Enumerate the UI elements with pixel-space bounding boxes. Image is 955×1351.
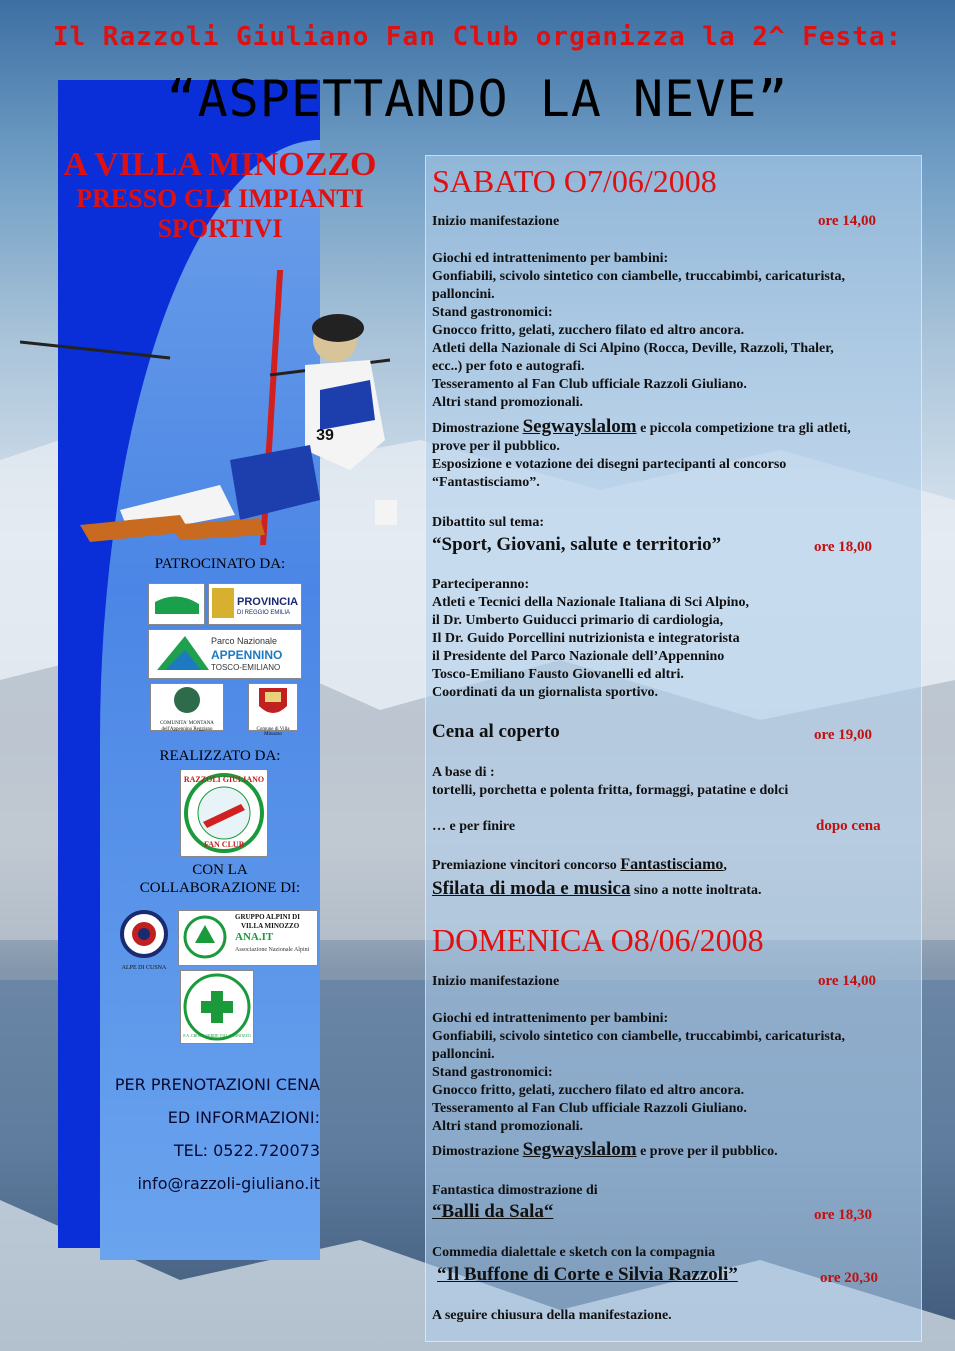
sunday-activities bbox=[432, 1010, 922, 1136]
parco-name: APPENNINO bbox=[211, 648, 283, 662]
event-title: “ASPETTANDO LA NEVE” bbox=[166, 70, 789, 128]
collab-label-2: COLLABORAZIONE DI: bbox=[139, 880, 301, 896]
finale-intro: … e per finire bbox=[432, 819, 516, 834]
dance-intro: Fantastica dimostrazione di bbox=[432, 1183, 598, 1198]
svg-text:39: 39 bbox=[316, 427, 334, 444]
alpini-line-3: ANA.IT bbox=[235, 931, 274, 943]
patrocinato-label: PATROCINATO DA: bbox=[154, 556, 286, 572]
venue-block bbox=[20, 146, 420, 244]
saturday-activity-line: Altri stand promozionali. bbox=[432, 395, 584, 410]
participants-line: il Presidente del Parco Nazionale dell’Appennino bbox=[432, 649, 725, 664]
dinner-menu-intro: A base di : bbox=[432, 765, 495, 780]
awards-contest-name: Fantastisciamo bbox=[620, 856, 724, 873]
contact-line-1: PER PRENOTAZIONI CENA bbox=[114, 1075, 320, 1094]
saturday-activity-line: Gnocco fritto, gelati, zucchero filato ed altro ancora. bbox=[432, 323, 745, 338]
contact-phone[interactable]: TEL: 0522.720073 bbox=[173, 1141, 320, 1160]
sunday-demo-post: e prove per il pubblico. bbox=[636, 1144, 778, 1159]
participants-line: Il Dr. Guido Porcellini nutrizionista e integratorista bbox=[432, 631, 740, 646]
provincia-crest-icon bbox=[212, 588, 234, 618]
participants bbox=[432, 576, 922, 702]
sunday-activity-line: Altri stand promozionali. bbox=[432, 1119, 584, 1134]
saturday-expo-line-1: Esposizione e votazione dei disegni partecipanti al concorso bbox=[432, 457, 787, 472]
regione-logo bbox=[148, 583, 205, 625]
collab-label-1: CON LA bbox=[192, 862, 248, 878]
saturday-demo-line-2: prove per il pubblico. bbox=[432, 439, 560, 454]
contact-email[interactable]: info@razzoli-giuliano.it bbox=[137, 1174, 320, 1193]
sunday-activity-line: Giochi ed intrattenimento per bambini: bbox=[432, 1011, 669, 1026]
saturday-activity-line: Gonfiabili, scivolo sintetico con ciambelle, truccabimbi, caricaturista, bbox=[432, 269, 845, 284]
closing-note: A seguire chiusura della manifestazione. bbox=[432, 1308, 672, 1323]
fashion-show bbox=[432, 880, 922, 900]
participants-line: Parteciperanno: bbox=[432, 577, 530, 592]
venue-line-1: A VILLA MINOZZO bbox=[63, 146, 377, 183]
dinner-menu-items: tortelli, porchetta e polenta fritta, formaggi, patatine e dolci bbox=[432, 783, 789, 798]
awards-pre: Premiazione vincitori concorso bbox=[432, 858, 621, 873]
fan-club-sub: FAN CLUB bbox=[203, 840, 245, 849]
sunday-activity-line: Stand gastronomici: bbox=[432, 1065, 553, 1080]
parco-appennino-logo bbox=[148, 629, 302, 679]
dance-title: “Balli da Sala“ bbox=[432, 1201, 554, 1222]
sunday-start: Inizio manifestazione bbox=[432, 974, 560, 989]
sunday-activity-line: Gnocco fritto, gelati, zucchero filato ed altro ancora. bbox=[432, 1083, 745, 1098]
fan-club-logo bbox=[180, 769, 268, 857]
dinner-title: Cena al coperto bbox=[432, 721, 560, 742]
croce-verde-logo bbox=[180, 970, 254, 1044]
dinner-menu bbox=[432, 764, 922, 800]
alpe-cusna-logo bbox=[112, 908, 176, 970]
participants-line: Atleti e Tecnici della Nazionale Italiana di Sci Alpino, bbox=[432, 595, 749, 610]
alpini-line-4: Associazione Nazionale Alpini bbox=[235, 947, 310, 953]
dance-time: ore 18,30 bbox=[814, 1207, 873, 1223]
comedy-time: ore 20,30 bbox=[820, 1270, 879, 1286]
parco-sub: TOSCO-EMILIANO bbox=[211, 663, 281, 672]
venue-line-3: SPORTIVI bbox=[157, 214, 283, 243]
debate-intro: Dibattito sul tema: bbox=[432, 515, 544, 530]
finale-time: dopo cena bbox=[816, 818, 881, 834]
sunday-activity-line: Tesseramento al Fan Club ufficiale Razzoli Giuliano. bbox=[432, 1101, 747, 1116]
fashion-show-title: Sfilata di moda e musica bbox=[432, 878, 631, 899]
comedy-intro: Commedia dialettale e sketch con la compagnia bbox=[432, 1245, 716, 1260]
participants-line: Tosco-Emiliano Fausto Giovanelli ed altri. bbox=[432, 667, 684, 682]
regione-icon bbox=[149, 584, 204, 624]
comunita-emblem-icon bbox=[151, 684, 223, 716]
alpini-emblem-icon bbox=[179, 911, 231, 963]
fan-club-name: RAZZOLI GIULIANO bbox=[183, 775, 265, 784]
comune-logo bbox=[248, 683, 298, 737]
alpini-line-2: VILLA MINOZZO bbox=[241, 922, 300, 930]
skier-photo bbox=[20, 270, 420, 560]
sunday-activity-line: palloncini. bbox=[432, 1047, 495, 1062]
alpini-logo bbox=[178, 910, 318, 966]
saturday-activity-line: palloncini. bbox=[432, 287, 495, 302]
awards-post: , bbox=[723, 858, 727, 873]
provincia-title: PROVINCIA bbox=[237, 596, 299, 608]
saturday-demo-pre: Dimostrazione bbox=[432, 421, 523, 436]
comune-text: Comune di Villa Minozzo bbox=[256, 727, 290, 737]
comunita-text: COMUNITA' MONTANA dell'Appennino Reggiano bbox=[160, 721, 214, 732]
saturday-demo-post: e piccola competizione tra gli atleti, bbox=[636, 421, 851, 436]
saturday-activity-line: Stand gastronomici: bbox=[432, 305, 553, 320]
participants-line: il Dr. Umberto Guiducci primario di cardiologia, bbox=[432, 613, 724, 628]
debate-theme: “Sport, Giovani, salute e territorio” bbox=[432, 534, 722, 555]
alpini-line-1: GRUPPO ALPINI DI bbox=[235, 913, 300, 921]
realizzato-label: REALIZZATO DA: bbox=[159, 748, 281, 764]
participants-line: Coordinati da un giornalista sportivo. bbox=[432, 685, 658, 700]
fashion-show-post: sino a notte inoltrata. bbox=[630, 883, 762, 898]
parco-mountain-icon bbox=[149, 630, 219, 676]
saturday-title: SABATO O7/06/2008 bbox=[432, 163, 717, 199]
saturday-activity-line: Atleti della Nazionale di Sci Alpino (Rocca, Deville, Razzoli, Thaler, bbox=[432, 341, 834, 356]
saturday-start: Inizio manifestazione bbox=[432, 214, 560, 229]
sunday-activity-line: Gonfiabili, scivolo sintetico con ciambelle, truccabimbi, caricaturista, bbox=[432, 1029, 845, 1044]
saturday-activity-line: Giochi ed intrattenimento per bambini: bbox=[432, 251, 669, 266]
comedy-title: “Il Buffone di Corte e Silvia Razzoli” bbox=[437, 1264, 738, 1285]
comune-crest-icon bbox=[249, 684, 297, 722]
sunday-title: DOMENICA O8/06/2008 bbox=[432, 922, 764, 958]
contact-line-2: ED INFORMAZIONI: bbox=[167, 1108, 320, 1127]
venue-line-2: PRESSO GLI IMPIANTI bbox=[76, 184, 364, 213]
provincia-logo bbox=[208, 583, 302, 625]
croce-text: P.A. CROCE VERDE VILLA MINOZZO bbox=[183, 1033, 251, 1038]
provincia-sub: DI REGGIO EMILIA bbox=[237, 610, 291, 616]
organizer-line: Il Razzoli Giuliano Fan Club organizza la 2^ Festa: bbox=[52, 22, 903, 52]
sunday-demo bbox=[432, 1141, 922, 1161]
alpe-text: ALPE DI CUSNA bbox=[121, 965, 167, 971]
sunday-start-time: ore 14,00 bbox=[818, 973, 877, 989]
dinner-time: ore 19,00 bbox=[814, 727, 873, 743]
awards bbox=[432, 856, 922, 875]
debate-time: ore 18,00 bbox=[814, 539, 873, 555]
sunday-demo-pre: Dimostrazione bbox=[432, 1144, 523, 1159]
sunday-segway-name: Segwayslalom bbox=[522, 1139, 637, 1160]
parco-title: Parco Nazionale bbox=[211, 636, 278, 646]
saturday-segway-name: Segwayslalom bbox=[522, 416, 637, 437]
saturday-start-time: ore 14,00 bbox=[818, 213, 877, 229]
saturday-demo bbox=[432, 418, 922, 492]
comunita-montana-logo bbox=[150, 683, 224, 731]
saturday-activity-line: ecc..) per foto e autografi. bbox=[432, 359, 585, 374]
saturday-expo-line-2: “Fantastisciamo”. bbox=[432, 475, 540, 490]
saturday-activity-line: Tesseramento al Fan Club ufficiale Razzoli Giuliano. bbox=[432, 377, 747, 392]
alpe-emblem-icon bbox=[112, 908, 176, 960]
saturday-activities bbox=[432, 250, 922, 412]
